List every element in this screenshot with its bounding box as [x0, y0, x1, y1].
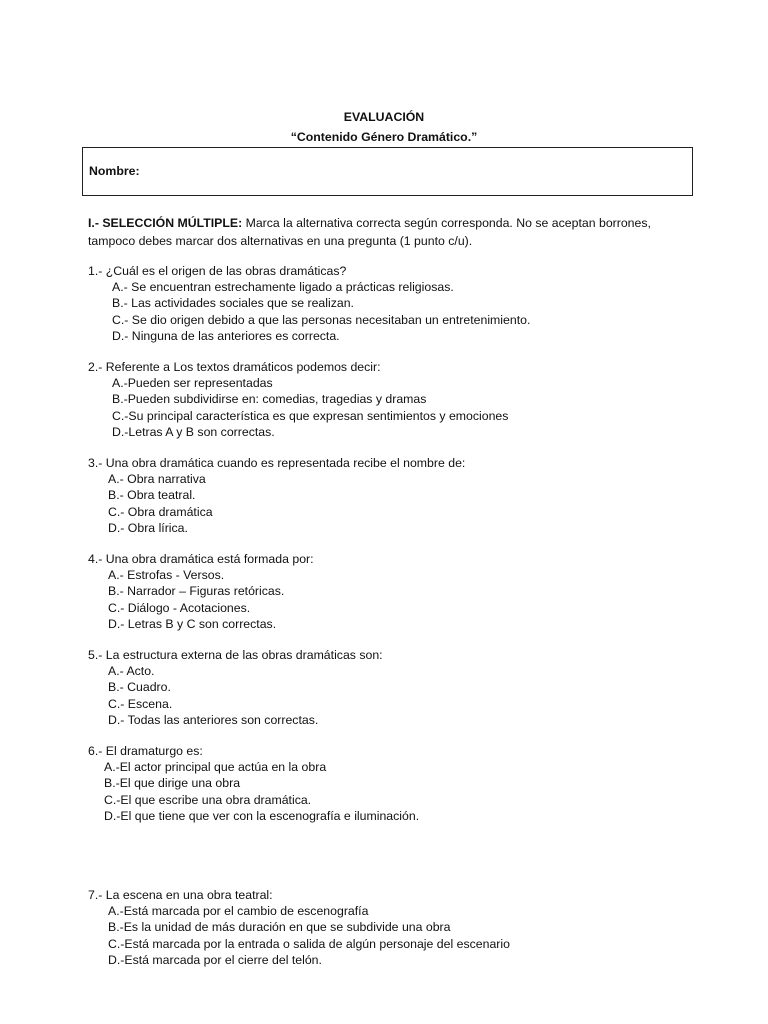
page-title: EVALUACIÓN — [343, 110, 425, 124]
page-subtitle: “Contenido Género Dramático.” — [290, 130, 478, 144]
option-a: A.- Acto. — [108, 664, 155, 679]
question-stem: 6.- El dramaturgo es: — [88, 744, 203, 758]
option-c: C.-Su principal característica es que expresan sentimientos y emociones — [112, 408, 509, 423]
question-stem: 3.- Una obra dramática cuando es representada recibe el nombre de: — [88, 456, 466, 470]
option-a: A.- Estrofas - Versos. — [108, 568, 225, 583]
question-stem: 4.- Una obra dramática está formada por: — [88, 552, 314, 566]
option-d: D.-Letras A y B son correctas. — [112, 424, 275, 439]
option-b: B.-El que dirige una obra — [104, 776, 241, 791]
question-3 — [88, 455, 465, 536]
question-4 — [88, 551, 314, 632]
option-d: D.- Obra lírica. — [108, 520, 188, 535]
option-b: B.- Narrador – Figuras retóricas. — [108, 584, 285, 599]
question-stem: 7.- La escena en una obra teatral: — [88, 888, 273, 902]
question-6 — [88, 743, 419, 824]
option-b: B.- Cuadro. — [108, 680, 171, 695]
option-a: A.-Pueden ser representadas — [112, 376, 273, 391]
option-a: A.-El actor principal que actúa en la obra — [104, 760, 327, 775]
option-b: B.-Pueden subdividirse en: comedias, tragedias y dramas — [112, 392, 427, 407]
question-stem: 2.- Referente a Los textos dramáticos podemos decir: — [88, 360, 381, 374]
option-c: C.-El que escribe una obra dramática. — [104, 792, 312, 807]
option-a: A.- Se encuentran estrechamente ligado a prácticas religiosas. — [112, 280, 454, 295]
question-1 — [88, 263, 530, 344]
instructions-text: Marca la alternativa correcta según corresponda. No se aceptan borrones, tampoco debes marcar dos alternativas en una pregunta (1 punto c/u). — [88, 216, 651, 248]
section-label: I.- SELECCIÓN MÚLTIPLE: — [88, 216, 243, 230]
question-stem: 5.- La estructura externa de las obras dramáticas son: — [88, 648, 383, 662]
option-d: D.- Todas las anteriores son correctas. — [108, 712, 319, 727]
question-stem: 1.- ¿Cuál es el origen de las obras dramáticas? — [88, 264, 347, 278]
option-b: B.-Es la unidad de más duración en que se subdivide una obra — [108, 920, 451, 935]
name-field-box[interactable] — [82, 147, 693, 196]
option-c: C.- Obra dramática — [108, 504, 213, 519]
option-b: B.- Obra teatral. — [108, 488, 196, 503]
option-b: B.- Las actividades sociales que se realizan. — [112, 296, 354, 311]
option-c: C.-Está marcada por la entrada o salida de algún personaje del escenario — [108, 936, 510, 951]
option-a: A.- Obra narrativa — [108, 472, 206, 487]
option-a: A.-Está marcada por el cambio de escenografía — [108, 904, 369, 919]
section-instructions — [88, 214, 688, 250]
question-5 — [88, 647, 383, 728]
option-d: D.- Letras B y C son correctas. — [108, 616, 277, 631]
option-d: D.-El que tiene que ver con la escenografía e iluminación. — [104, 808, 420, 823]
option-d: D.-Está marcada por el cierre del telón. — [108, 952, 322, 967]
question-2 — [88, 359, 508, 440]
option-c: C.- Diálogo - Acotaciones. — [108, 600, 251, 615]
question-7 — [88, 887, 510, 968]
option-c: C.- Se dio origen debido a que las personas necesitaban un entretenimiento. — [112, 312, 531, 327]
option-d: D.- Ninguna de las anteriores es correcta. — [112, 328, 340, 343]
option-c: C.- Escena. — [108, 696, 173, 711]
name-field-label: Nombre: — [89, 164, 140, 178]
